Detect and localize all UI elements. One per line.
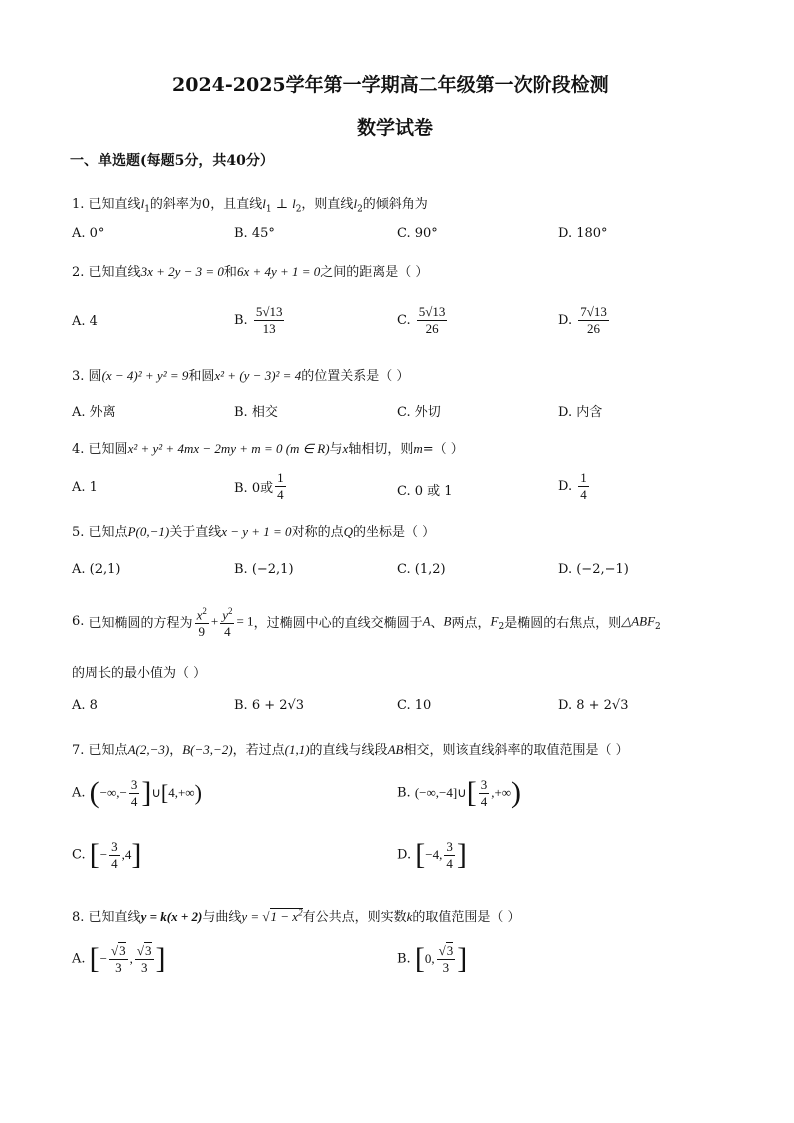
question-6-line2: 的周长的最小值为（ ） xyxy=(72,666,207,681)
q4-option-c: C. 0 或 1 xyxy=(397,484,453,499)
exam-title: 2024-2025学年第一学期高二年级第一次阶段检测 xyxy=(172,74,609,96)
q7-option-b: B. (−∞,−4]∪[ $\frac{3}{4}$ ,+∞) xyxy=(397,776,522,809)
q1-option-a: A. 0° xyxy=(72,226,105,241)
q5-option-b: B. (−2,1) xyxy=(234,562,294,577)
q2-option-c: C. $\frac{5√13}{26}$ xyxy=(397,304,446,336)
question-number: 1. xyxy=(72,197,85,212)
q7-option-c: C. [− $\frac{3}{4}$ ,4] xyxy=(72,838,142,871)
q8-option-b: B. [0, $\frac{√3}{3}$ ] xyxy=(397,942,468,975)
q1-option-c: C. 90° xyxy=(397,226,438,241)
q4-option-a: A. 1 xyxy=(72,480,98,495)
question-3: 3. 圆(x − 4)² + y² = 9和圆x² + (y − 3)² = 4的位置关系是（ ） xyxy=(72,368,410,384)
q3-option-b: B. 相交 xyxy=(234,405,278,420)
question-6: 6. 已知椭圆的方程为 $\frac{x^2}{9}$ + $\frac{y^2}{4}$ = 1，过椭圆中心的直线交椭圆于A、B两点，$F_2$是椭圆的右焦点，则$\triangle ABF_2$ xyxy=(72,603,661,640)
section-heading: 一、单选题(每题5分，共40分） xyxy=(70,153,274,169)
q6-option-b: B. 6 + 2√3 xyxy=(234,698,305,713)
q2-option-b: B. $\frac{5√13}{13}$ xyxy=(234,304,283,336)
q6-option-a: A. 8 xyxy=(72,698,98,713)
q2-option-d: D. $\frac{7√13}{26}$ xyxy=(558,304,607,336)
q7-option-d: D. [−4, $\frac{3}{4}$ ] xyxy=(397,838,467,871)
question-1: 1. 已知直线$l_1$的斜率为0，且直线$l_1$ ⊥ $l_2$，则直线$l_2$的倾斜角为 xyxy=(72,196,428,215)
q5-option-a: A. (2,1) xyxy=(72,562,121,577)
q3-option-c: C. 外切 xyxy=(397,405,441,420)
question-4: 4. 已知圆x² + y² + 4mx − 2my + m = 0 (m ∈ R)与x轴相切，则m=（ ） xyxy=(72,441,464,457)
q4-option-b: B. 0或 $\frac{1}{4}$ xyxy=(234,470,284,502)
question-8: 8. 已知直线y = k(x + 2)与曲线$y = √1 - x^2$有公共点，则实数k的取值范围是（ ） xyxy=(72,907,521,925)
q3-option-d: D. 内含 xyxy=(558,405,603,420)
q4-option-d: D. $\frac{1}{4}$ xyxy=(558,470,587,502)
question-7: 7. 已知点A(2,−3)，B(−3,−2)，若过点(1,1)的直线与线段AB相交，则该直线斜率的取值范围是（ ） xyxy=(72,742,629,758)
question-2: 2. 已知直线3x + 2y − 3 = 0和6x + 4y + 1 = 0之间的距离是（ ） xyxy=(72,264,429,280)
q1-option-d: D. 180° xyxy=(558,226,608,241)
question-5: 5. 已知点P(0,−1)关于直线x − y + 1 = 0对称的点Q的坐标是（ ） xyxy=(72,524,436,540)
q5-option-d: D. (−2,−1) xyxy=(558,562,629,577)
q2-option-a: A. 4 xyxy=(72,314,98,329)
exam-subtitle: 数学试卷 xyxy=(357,117,434,139)
q6-option-d: D. 8 + 2√3 xyxy=(558,698,629,713)
q1-option-b: B. 45° xyxy=(234,226,275,241)
q6-option-c: C. 10 xyxy=(397,698,432,713)
q3-option-a: A. 外离 xyxy=(72,405,116,420)
q5-option-c: C. (1,2) xyxy=(397,562,446,577)
q8-option-a: A. [− $\frac{√3}{3}$ , $\frac{√3}{3}$ ] xyxy=(72,942,166,975)
q7-option-a: A. (−∞,− $\frac{3}{4}$ ]∪[4,+∞) xyxy=(72,776,202,809)
